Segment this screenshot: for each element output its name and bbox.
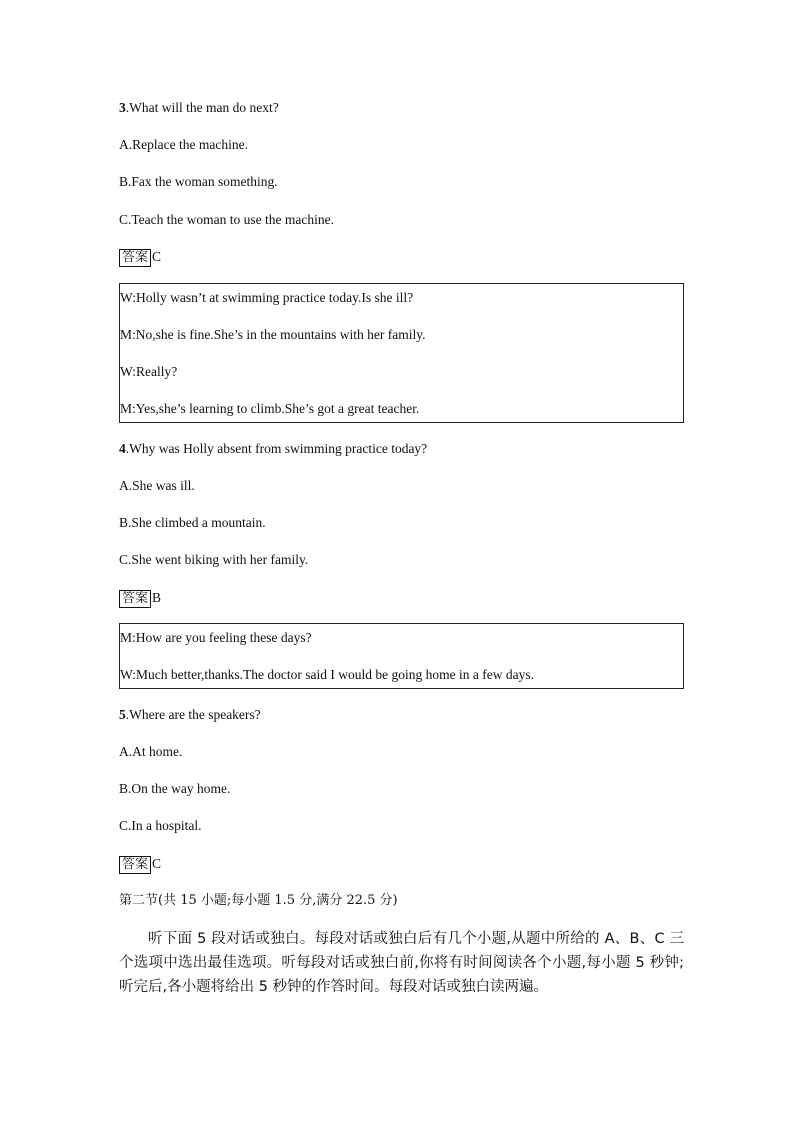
question-5-answer [119, 855, 161, 874]
question-4-number: 4 [119, 441, 126, 456]
question-3-number: 3 [119, 100, 126, 115]
transcript-1-line-1: W:Holly wasn’t at swimming practice today.Is she ill? [120, 290, 414, 305]
question-3-answer [119, 248, 161, 267]
answer-letter: C [152, 856, 162, 871]
question-4-stem [119, 440, 427, 458]
section-heading: 第二节(共 15 小题;每小题 1.5 分,满分 22.5 分) [119, 893, 398, 908]
question-3-text: .What will the man do next? [125, 100, 279, 115]
answer-letter: B [152, 590, 162, 605]
answer-badge: 答案 [119, 590, 151, 608]
transcript-box-1 [119, 283, 684, 423]
transcript-1-line-3: W:Really? [120, 364, 178, 379]
question-3-stem [119, 99, 279, 117]
transcript-1-line-4: M:Yes,she’s learning to climb.She’s got a great teacher. [120, 401, 420, 416]
transcript-2-line-2: W:Much better,thanks.The doctor said I would be going home in a few days. [120, 667, 534, 682]
answer-badge: 答案 [119, 249, 151, 267]
question-5-number: 5 [119, 707, 126, 722]
question-5-option-a: A.At home. [119, 744, 183, 759]
answer-badge: 答案 [119, 856, 151, 874]
answer-letter: C [152, 249, 162, 264]
question-5-option-c: C.In a hospital. [119, 818, 202, 833]
question-4-answer [119, 589, 161, 608]
question-3-option-c: C.Teach the woman to use the machine. [119, 212, 334, 227]
question-3-option-a: A.Replace the machine. [119, 137, 248, 152]
question-3-option-b: B.Fax the woman something. [119, 174, 278, 189]
transcript-2-line-1: M:How are you feeling these days? [120, 630, 312, 645]
question-4-text: .Why was Holly absent from swimming practice today? [125, 441, 428, 456]
question-4-option-c: C.She went biking with her family. [119, 552, 309, 567]
question-5-stem [119, 706, 261, 724]
question-5-option-b: B.On the way home. [119, 781, 231, 796]
question-4-option-a: A.She was ill. [119, 478, 195, 493]
section-instructions: 听下面 5 段对话或独白。每段对话或独白后有几个小题,从题中所给的 A、B、C 三个选项中选出最佳选项。听每段对话或独白前,你将有时间阅读各个小题,每小题 5 秒钟;听完后,各小题将给出 5 秒钟的作答时间。每段对话或独白读两遍。 [119, 931, 684, 995]
question-4-option-b: B.She climbed a mountain. [119, 515, 266, 530]
transcript-box-2 [119, 623, 684, 689]
transcript-1-line-2: M:No,she is fine.She’s in the mountains with her family. [120, 327, 426, 342]
question-5-text: .Where are the speakers? [125, 707, 261, 722]
